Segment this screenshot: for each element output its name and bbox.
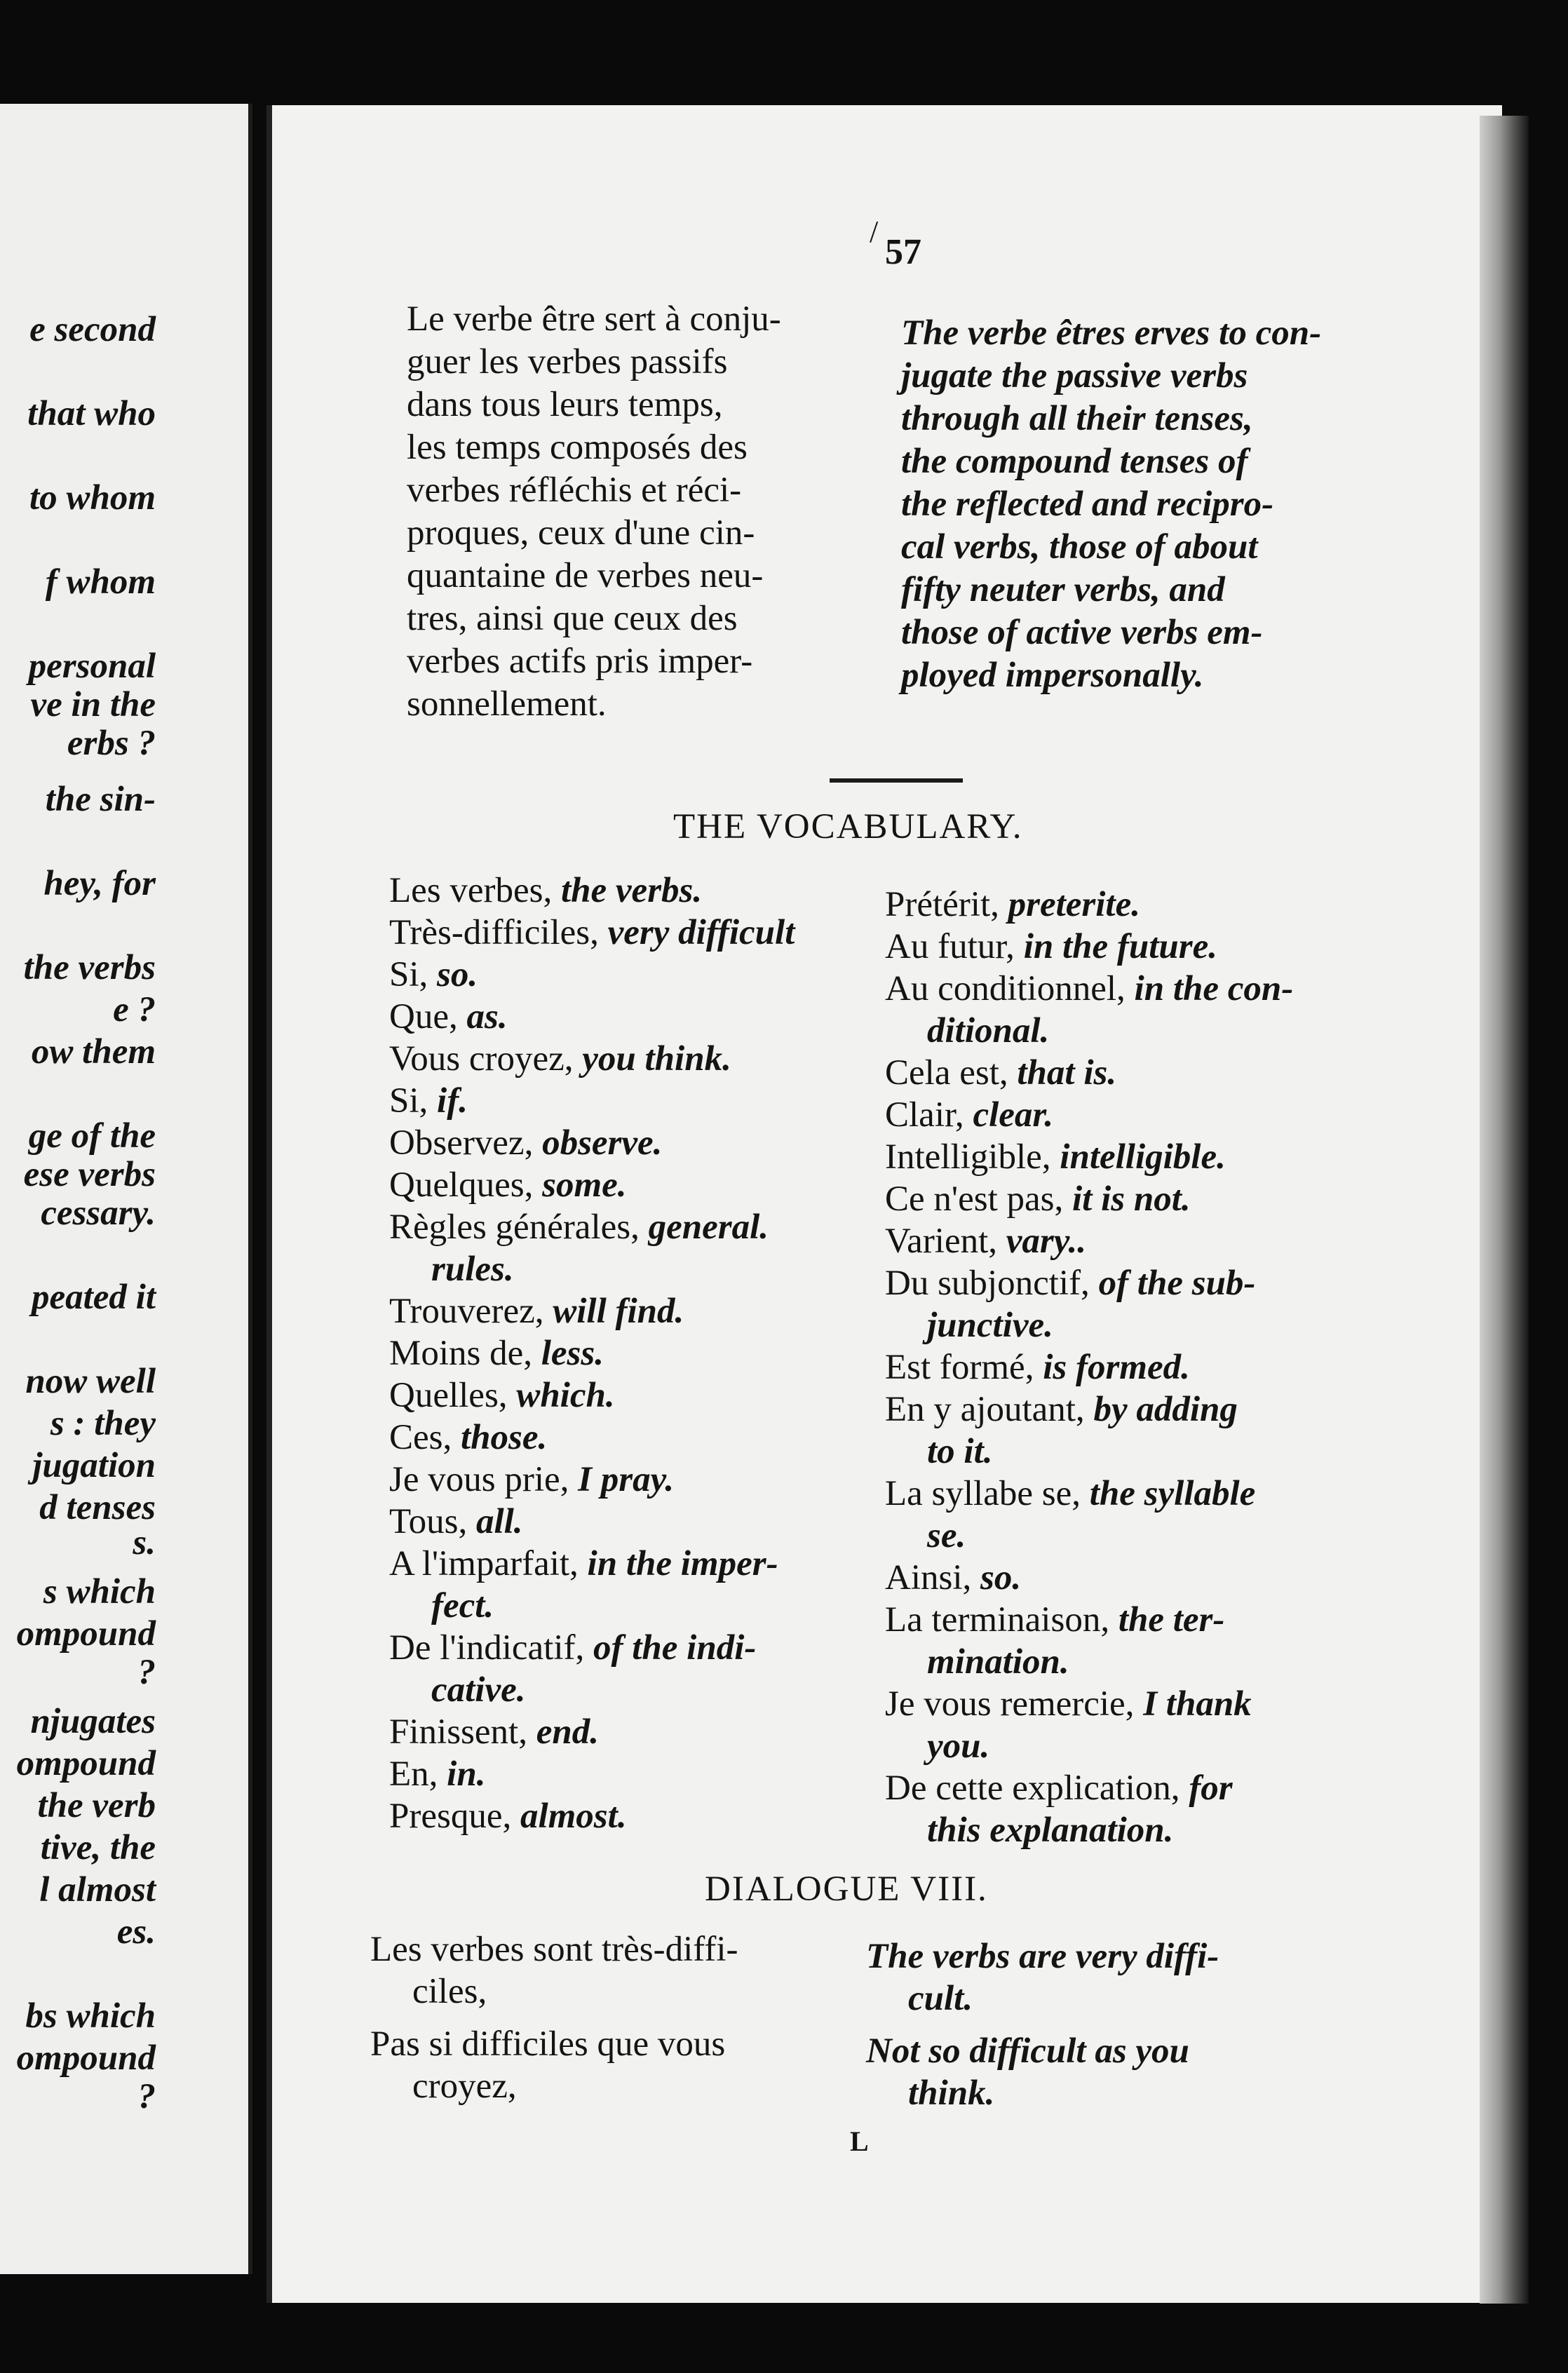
english-line: the reflected and recipro-	[901, 485, 1274, 524]
vocab-entry	[885, 968, 1293, 1010]
vocab-entry	[885, 884, 1293, 926]
vocab-english: is formed.	[1043, 1348, 1190, 1387]
left-fragment: ?	[137, 2077, 156, 2116]
vocab-english: you think.	[582, 1039, 731, 1079]
vocab-entry	[885, 1262, 1293, 1304]
french-line: dans tous leurs temps,	[407, 385, 723, 424]
vocab-english: so.	[437, 955, 478, 994]
vocab-english: very difficult	[607, 913, 795, 952]
dialogue-heading: DIALOGUE VIII.	[705, 1870, 988, 1909]
vocab-english: in the future.	[1023, 927, 1218, 966]
vocab-continuation	[885, 1641, 1293, 1683]
vocab-english: almost.	[520, 1797, 627, 1836]
vocab-english: intelligible.	[1060, 1137, 1226, 1177]
dialogue-english-line: think.	[908, 2074, 995, 2113]
vocab-english-cont: se.	[927, 1516, 966, 1555]
vocab-entry	[389, 1543, 795, 1585]
vocab-english: the syllable	[1089, 1474, 1256, 1513]
vocab-continuation	[885, 1725, 1293, 1767]
vocab-french: Ainsi,	[885, 1558, 972, 1597]
vocab-french: Quelques,	[389, 1165, 534, 1205]
vocab-entry	[389, 1332, 795, 1374]
page-number: 57	[885, 232, 921, 272]
vocab-english: in the con-	[1134, 969, 1294, 1008]
vocab-entry	[885, 1473, 1293, 1515]
vocab-french: En,	[389, 1755, 438, 1794]
vocab-english: of the indi-	[593, 1628, 757, 1668]
vocab-continuation	[389, 1669, 795, 1711]
vocab-english: the ter-	[1118, 1600, 1225, 1640]
left-fragment: hey, for	[43, 864, 156, 903]
dialogue-english	[866, 1935, 1357, 2114]
vocab-french: De l'indicatif,	[389, 1628, 585, 1668]
vocab-french: Observez,	[389, 1123, 534, 1163]
vocab-continuation	[389, 1585, 795, 1627]
vocab-french: Si,	[389, 955, 428, 994]
french-line: Le verbe être sert à conju-	[407, 299, 781, 339]
left-fragment: l almost	[39, 1870, 156, 1909]
vocab-entry	[389, 1627, 795, 1669]
vocab-english: preterite.	[1008, 885, 1140, 924]
english-line: cal verbs, those of about	[901, 527, 1258, 567]
english-paragraph	[901, 312, 1392, 697]
dialogue-english-line: The verbs are very diffi-	[866, 1937, 1219, 1976]
vocab-french: Prétérit,	[885, 885, 999, 924]
vocab-french: Si,	[389, 1081, 428, 1121]
left-fragment: s which	[43, 1572, 156, 1611]
left-fragment: erbs ?	[67, 724, 156, 763]
vocab-entry	[885, 1052, 1293, 1094]
vocab-english: observe.	[542, 1123, 663, 1163]
vocab-continuation	[885, 1809, 1293, 1851]
left-fragment: e second	[29, 310, 156, 349]
vocab-french: Du subjonctif,	[885, 1264, 1090, 1303]
vocab-french: A l'imparfait,	[389, 1544, 579, 1583]
vocab-entry	[389, 1795, 795, 1837]
left-fragment: the verbs	[23, 948, 156, 987]
vocab-entry	[885, 1557, 1293, 1599]
left-fragment: ompound	[16, 2039, 156, 2078]
vocab-english: that is.	[1017, 1053, 1117, 1093]
vocabulary-right-column	[885, 884, 1293, 1851]
vocab-entry	[389, 954, 795, 996]
left-fragment: f whom	[45, 562, 156, 602]
vocab-french: Quelles,	[389, 1376, 508, 1415]
vocab-continuation	[389, 1248, 795, 1290]
vocab-french: Les verbes,	[389, 871, 553, 910]
vocab-entry	[389, 1122, 795, 1164]
left-fragment: tive, the	[40, 1828, 156, 1867]
vocab-french: Intelligible,	[885, 1137, 1051, 1177]
vocab-french: Clair,	[885, 1095, 964, 1135]
vocab-french: Très-difficiles,	[389, 913, 599, 952]
vocab-english: the verbs.	[561, 871, 703, 910]
vocab-continuation	[885, 1515, 1293, 1557]
dialogue-english-line: cult.	[908, 1979, 973, 2018]
vocab-english: which.	[516, 1376, 615, 1415]
left-fragment: ompound	[16, 1614, 156, 1654]
vocab-entry	[389, 912, 795, 954]
vocab-english: vary..	[1006, 1222, 1087, 1261]
english-line: fifty neuter verbs, and	[901, 570, 1225, 609]
left-fragment: d tenses	[39, 1488, 156, 1527]
english-line: through all their tenses,	[901, 399, 1253, 438]
vocabulary-left-column	[389, 870, 795, 1837]
vocab-english-cont: junctive.	[927, 1306, 1053, 1345]
left-fragment: cessary.	[41, 1194, 156, 1233]
vocab-entry	[389, 1164, 795, 1206]
vocab-entry	[885, 1683, 1293, 1725]
vocab-english: end.	[536, 1712, 599, 1752]
vocab-english: for	[1189, 1769, 1233, 1808]
vocab-english: clear.	[973, 1095, 1054, 1135]
vocab-french: Ce n'est pas,	[885, 1179, 1064, 1219]
vocab-french: Que,	[389, 997, 458, 1036]
vocab-entry	[885, 1220, 1293, 1262]
left-fragment: njugates	[30, 1702, 156, 1741]
vocab-english: so.	[980, 1558, 1022, 1597]
vocab-french: Au conditionnel,	[885, 969, 1126, 1008]
vocab-entry	[885, 1599, 1293, 1641]
vocab-french: Moins de,	[389, 1334, 532, 1373]
left-fragment: now well	[25, 1362, 156, 1401]
dialogue-english-line: Not so difficult as you	[866, 2031, 1189, 2071]
english-line: those of active verbs em-	[901, 613, 1263, 652]
french-line: verbes réfléchis et réci-	[407, 471, 742, 510]
vocab-french: Je vous prie,	[389, 1460, 569, 1499]
vocab-french: En y ajoutant,	[885, 1390, 1085, 1429]
vocab-english-cont: to it.	[927, 1432, 993, 1471]
left-fragment: to whom	[29, 478, 156, 518]
vocab-english: I thank	[1143, 1684, 1252, 1724]
vocab-english-cont: fect.	[431, 1586, 494, 1625]
french-line: verbes actifs pris imper-	[407, 642, 753, 681]
vocab-french: Je vous remercie,	[885, 1684, 1135, 1724]
left-fragment: ompound	[16, 1744, 156, 1783]
vocab-english: in the imper-	[587, 1544, 778, 1583]
left-fragment: the sin-	[45, 780, 156, 819]
left-fragment: the verb	[37, 1786, 156, 1825]
left-fragment: s.	[133, 1523, 156, 1562]
vocab-english-cont: cative.	[431, 1670, 526, 1710]
vocab-entry	[389, 1080, 795, 1122]
page-edge	[1480, 116, 1529, 2304]
vocab-entry	[389, 1374, 795, 1417]
vocab-french: La terminaison,	[885, 1600, 1110, 1640]
vocab-english: I pray.	[578, 1460, 675, 1499]
vocab-english: it is not.	[1072, 1179, 1191, 1219]
vocab-english-cont: ditional.	[927, 1011, 1050, 1050]
left-fragment: es.	[116, 1912, 156, 1952]
vocab-english: those.	[461, 1418, 548, 1457]
english-line: ployed impersonally.	[901, 656, 1204, 695]
french-paragraph	[407, 298, 884, 726]
vocab-entry	[885, 1094, 1293, 1136]
vocab-english: general.	[648, 1208, 769, 1247]
vocab-french: Est formé,	[885, 1348, 1034, 1387]
left-fragment: bs which	[25, 1996, 156, 2036]
vocab-french: Au futur,	[885, 927, 1015, 966]
vocab-english-cont: mination.	[927, 1642, 1069, 1682]
vocab-french: De cette explication,	[885, 1769, 1180, 1808]
dialogue-french	[370, 1928, 861, 2107]
dialogue-french-line: Pas si difficiles que vous	[370, 2024, 726, 2064]
vocab-french: Tous,	[389, 1502, 468, 1541]
vocab-english: by adding	[1093, 1390, 1238, 1429]
vocab-french: Trouverez,	[389, 1292, 544, 1331]
vocab-entry	[885, 1767, 1293, 1809]
vocab-english: some.	[542, 1165, 627, 1205]
vocab-english: if.	[437, 1081, 468, 1121]
left-fragment: ve in the	[30, 685, 156, 724]
left-fragment: e ?	[113, 990, 156, 1029]
vocab-continuation	[885, 1010, 1293, 1052]
vocab-entry	[885, 1388, 1293, 1431]
signature-mark: L	[850, 2125, 869, 2157]
vocab-english: of the sub-	[1098, 1264, 1256, 1303]
vocab-english: less.	[541, 1334, 604, 1373]
vocab-french: Ces,	[389, 1418, 452, 1457]
vocab-french: La syllabe se,	[885, 1474, 1081, 1513]
vocab-english-cont: rules.	[431, 1250, 514, 1289]
english-line: the compound tenses of	[901, 442, 1248, 481]
dialogue-french-line: ciles,	[412, 1972, 487, 2011]
divider-rule	[830, 778, 963, 783]
vocab-entry	[885, 1346, 1293, 1388]
vocab-french: Varient,	[885, 1222, 998, 1261]
english-line: The verbe êtres erves to con-	[901, 313, 1322, 353]
vocab-entry	[389, 1753, 795, 1795]
vocab-continuation	[885, 1304, 1293, 1346]
french-line: tres, ainsi que ceux des	[407, 599, 738, 638]
french-line: sonnellement.	[407, 684, 607, 724]
vocab-english: all.	[475, 1502, 523, 1541]
vocab-entry	[885, 1136, 1293, 1178]
vocab-entry	[389, 996, 795, 1038]
vocab-english: will find.	[553, 1292, 684, 1331]
left-fragment: that who	[27, 394, 156, 433]
left-fragment: ?	[137, 1653, 156, 1692]
vocab-entry	[885, 1178, 1293, 1220]
vocab-english-cont: this explanation.	[927, 1811, 1174, 1850]
vocab-entry	[389, 1417, 795, 1459]
french-line: proques, ceux d'une cin-	[407, 513, 755, 553]
vocab-english: in.	[447, 1755, 486, 1794]
vocab-english-cont: you.	[927, 1726, 990, 1766]
vocab-french: Presque,	[389, 1797, 512, 1836]
left-fragment: personal	[28, 647, 156, 686]
vocab-french: Finissent,	[389, 1712, 527, 1752]
vocab-entry	[389, 1038, 795, 1080]
vocab-french: Cela est,	[885, 1053, 1008, 1093]
left-fragment: jugation	[32, 1446, 156, 1485]
vocab-entry	[885, 926, 1293, 968]
vocab-french: Règles générales,	[389, 1208, 640, 1247]
vocab-english: as.	[466, 997, 508, 1036]
french-line: guer les verbes passifs	[407, 342, 728, 381]
left-fragment: ge of the	[28, 1116, 156, 1156]
vocab-entry	[389, 1501, 795, 1543]
vocab-entry	[389, 1206, 795, 1248]
left-fragment: ow them	[31, 1032, 156, 1071]
left-fragment: ese verbs	[23, 1155, 156, 1194]
left-fragment: s : they	[50, 1404, 156, 1443]
dialogue-french-line: Les verbes sont très-diffi-	[370, 1930, 738, 1969]
vocab-entry	[389, 1711, 795, 1753]
vocab-french: Vous croyez,	[389, 1039, 574, 1079]
vocab-entry	[389, 1459, 795, 1501]
vocabulary-heading: THE VOCABULARY.	[673, 807, 1023, 846]
english-line: jugate the passive verbs	[901, 356, 1248, 396]
vocab-entry	[389, 870, 795, 912]
page-mark: /	[870, 215, 879, 249]
vocab-entry	[389, 1290, 795, 1332]
french-line: quantaine de verbes neu-	[407, 556, 764, 595]
vocab-continuation	[885, 1431, 1293, 1473]
dialogue-french-line: croyez,	[412, 2067, 517, 2106]
left-fragment: peated it	[31, 1278, 156, 1317]
french-line: les temps composés des	[407, 428, 748, 467]
